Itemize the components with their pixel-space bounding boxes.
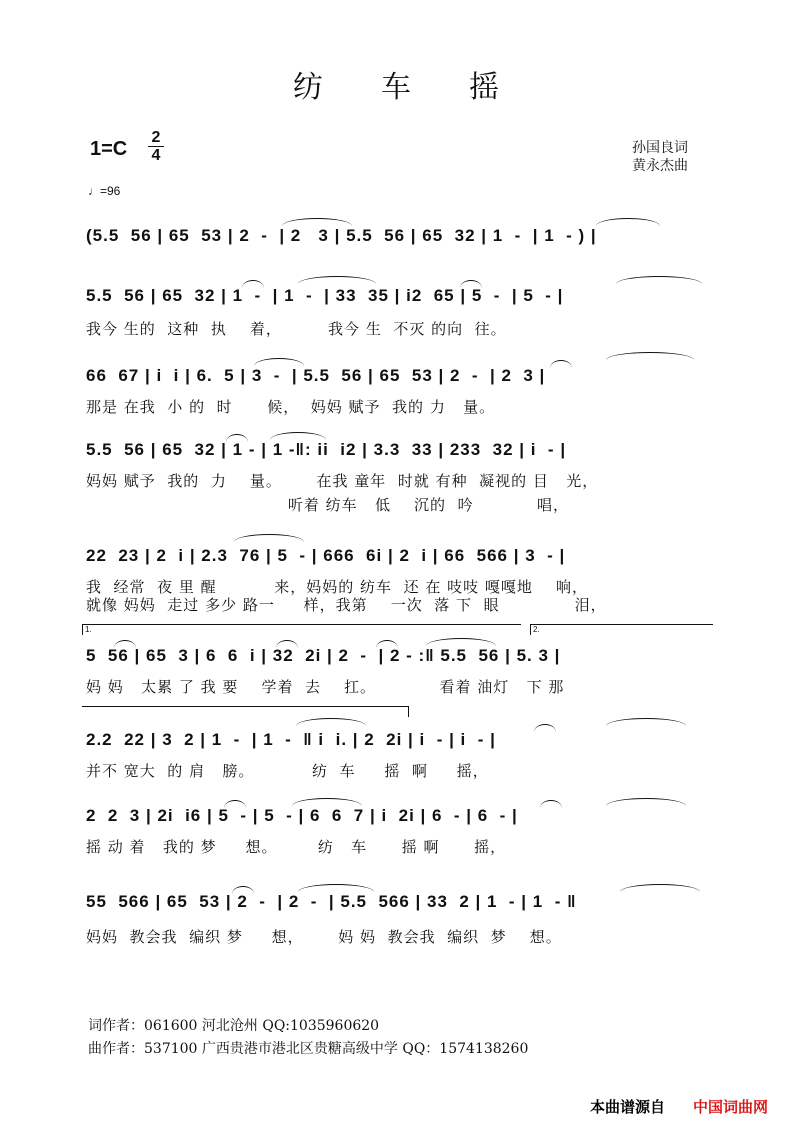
volta-first: 1. <box>82 624 521 635</box>
row-notes: 22 23 | 2 i | 2.3 76 | 5 - | 666 6i | 2 i | 66 566 | 3 - | <box>86 546 566 565</box>
row-notes: 55 566 | 65 53 | 2 - | 2 - | 5.5 566 | 33 2 | 1 - | 1 - ‖ <box>86 892 577 911</box>
lyricist-info: 词作者：061600 河北沧州 QQ:1035960620 <box>88 1018 380 1034</box>
slur <box>460 280 482 288</box>
slur <box>292 798 362 806</box>
slur <box>534 724 556 732</box>
lyric-line-1: 妈妈 赋予 我的 力 量。 在我 童年 时就 有种 凝视的 目 光， <box>86 472 599 490</box>
slur <box>270 432 326 440</box>
slur <box>298 884 374 892</box>
slur <box>550 360 572 368</box>
lyric-line-1: 那是 在我 小 的 时 候， 妈妈 赋予 我的 力 量。 <box>86 398 496 416</box>
slur <box>242 280 264 288</box>
slur <box>232 886 254 894</box>
slur <box>298 276 376 284</box>
lyric-line-1: 妈 妈 太累 了 我 要 学着 去 扛。 看着 油灯 下 那 <box>86 678 565 696</box>
key-signature: 1=C <box>90 138 128 160</box>
slur <box>254 358 304 366</box>
lyric-line-1: 我 经常 夜 里 醒 来，妈妈的 纺车 还 在 吱吱 嘎嘎地 响， <box>86 578 588 596</box>
lyric-line-2: 就像 妈妈 走过 多少 路一 样，我第 一次 落 下 眼 泪， <box>86 596 607 614</box>
time-signature <box>148 130 164 163</box>
row-notes: (5.5 56 | 65 53 | 2 - | 2 3 | 5.5 56 | 65 32 | 1 - | 1 - ) | <box>86 226 597 245</box>
slur <box>426 638 496 646</box>
slur <box>276 640 298 648</box>
slur <box>540 800 562 808</box>
slur <box>376 640 398 648</box>
page-title: 纺车摇 <box>293 70 557 105</box>
slur <box>114 640 136 648</box>
row-notes: 2 2 3 | 2i i6 | 5 - | 5 - | 6 6 7 | i 2i | 6 - | 6 - | <box>86 806 518 825</box>
time-signature-bottom: 4 <box>151 147 161 164</box>
slur <box>606 352 694 360</box>
composer-info: 曲作者：537100 广西贵港市港北区贵糖高级中学 QQ：1574138260 <box>88 1041 529 1057</box>
lyric-line-2: 听着 纺车 低 沉的 吟 唱， <box>86 496 570 514</box>
volta-second: 2. <box>530 624 713 635</box>
lyric-line-1: 摇 动 着 我的 梦 想。 纺 车 摇 啊 摇， <box>86 838 507 856</box>
slur <box>620 884 700 892</box>
source-site-link[interactable]: 中国词曲网 <box>693 1099 769 1116</box>
source-label: 本曲谱源自 <box>590 1099 666 1116</box>
slur <box>282 218 352 226</box>
time-signature-top: 2 <box>151 129 161 146</box>
slur <box>596 218 660 226</box>
row-notes: 5.5 56 | 65 32 | 1 - | 1 - | 33 35 | i2 65 | 5 - | 5 - | <box>86 286 564 305</box>
row-notes: 66 67 | i i | 6. 5 | 3 - | 5.5 56 | 65 53 | 2 - | 2 3 | <box>86 366 546 385</box>
slur <box>606 798 686 806</box>
slur <box>226 434 248 442</box>
slur <box>234 534 304 542</box>
row-notes: 5.5 56 | 65 32 | 1 - | 1 -‖: ii i2 | 3.3 33 | 233 32 | i - | <box>86 440 567 459</box>
slur <box>296 718 366 726</box>
row-notes: 2.2 22 | 3 2 | 1 - | 1 - ‖ i i. | 2 2i | i - | i - | <box>86 730 496 749</box>
lyric-line-1: 我今 生的 这种 执 着， 我今 生 不灭 的向 往。 <box>86 320 507 338</box>
tempo-marking: ♩=96 <box>88 184 121 198</box>
volta-continuation <box>82 706 409 717</box>
row-notes: 5 56 | 65 3 | 6 6 i | 32 2i | 2 - | 2 - :‖ 5.5 56 | 5. 3 | <box>86 646 561 665</box>
lyricist-credit: 孙国良词 <box>632 140 688 156</box>
lyric-line-1: 妈妈 教会我 编织 梦 想， 妈 妈 教会我 编织 梦 想。 <box>86 928 562 946</box>
slur <box>606 718 686 726</box>
slur <box>616 276 702 284</box>
slur <box>224 800 246 808</box>
lyric-line-1: 并不 宽大 的 肩 膀。 纺 车 摇 啊 摇， <box>86 762 489 780</box>
composer-credit: 黄永杰曲 <box>632 158 688 174</box>
